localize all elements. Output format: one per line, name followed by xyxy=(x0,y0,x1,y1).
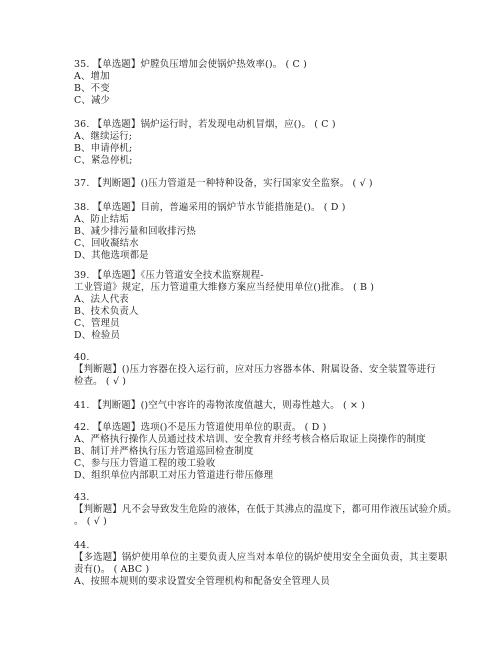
question-text-line: 检查。 ( √ ) xyxy=(74,376,127,387)
question-text-line: D、检验员 xyxy=(74,330,121,341)
question-text-line: B、技术负责人 xyxy=(74,306,139,317)
question-text-line: B、制订并严格执行压力管道巡回检查制度 xyxy=(74,446,254,457)
question-text-line: B、减少排污量和回收排污热 xyxy=(74,226,196,237)
question-line: 42. 【单选题】选项()不是压力管道使用单位的职责。 ( D ) xyxy=(74,422,327,433)
question-line: 35. 【单选题】炉膛负压增加会使锅炉热效率()。 ( C ) xyxy=(74,59,307,70)
question-text-line: 责有()。 ( ABC ) xyxy=(74,564,150,575)
question-text-line: B、不变 xyxy=(74,83,110,94)
question-text-line: C、减少 xyxy=(74,95,111,106)
question-text-line: A、严格执行操作人员通过技术培训、安全教育并经考核合格后取证上岗操作的制度 xyxy=(74,434,426,445)
question-text-line: A、继续运行; xyxy=(74,131,133,142)
question-text-line: 【判断题】()压力容器在投入运行前，应对压力容器本体、附属设备、安全装置等进行 xyxy=(74,364,436,375)
question-text-line: B、申请停机; xyxy=(74,143,133,154)
question-text-line: C、参与压力管道工程的竣工验收 xyxy=(74,458,216,469)
question-line: 36. 【单选题】锅炉运行时，若发现电动机冒烟，应()。 ( C ) xyxy=(74,119,336,130)
question-text-line: C、管理员 xyxy=(74,318,120,329)
question-text-line: A、防止结垢 xyxy=(74,214,129,225)
question-text-line: 【多选题】锅炉使用单位的主要负责人应当对本单位的锅炉使用安全全面负责，其主要职 xyxy=(74,552,448,563)
question-line: 44. xyxy=(74,540,90,551)
question-text-line: 【判断题】凡不会导致发生危险的液体，在低于其沸点的温度下，都可用作液压试验介质。 xyxy=(74,504,458,515)
question-text-line: D、组织单位内部职工对压力管道进行带压修理 xyxy=(74,470,274,481)
question-text-line: A、法人代表 xyxy=(74,294,129,305)
question-line: 43. xyxy=(74,492,90,503)
question-text-line: 工业管道》规定，压力管道重大维修方案应当经使用单位()批准。 ( B ) xyxy=(74,282,375,293)
question-text-line: D、其他选项都是 xyxy=(74,250,149,261)
question-line: 37. 【判断题】()压力管道是一种特种设备，实行国家安全监察。 ( √ ) xyxy=(74,178,373,189)
question-text-line: C、紧急停机; xyxy=(74,155,133,166)
question-line: 38. 【单选题】目前，普遍采用的锅炉节水节能措施是()。 ( D ) xyxy=(74,202,346,213)
question-line: 39. 【单选题】《压力管道安全技术监察规程- xyxy=(74,270,264,281)
question-text-line: 。 ( √ ) xyxy=(74,516,108,527)
question-text-line: A、按照本规则的要求设置安全管理机构和配备安全管理人员 xyxy=(74,576,330,587)
question-text-line: A、增加 xyxy=(74,71,110,82)
question-line: 41. 【判断题】()空气中容许的毒物浓度值越大，则毒性越大。 ( × ) xyxy=(74,400,366,411)
question-text-line: C、回收凝结水 xyxy=(74,238,139,249)
question-line: 40. xyxy=(74,352,90,363)
